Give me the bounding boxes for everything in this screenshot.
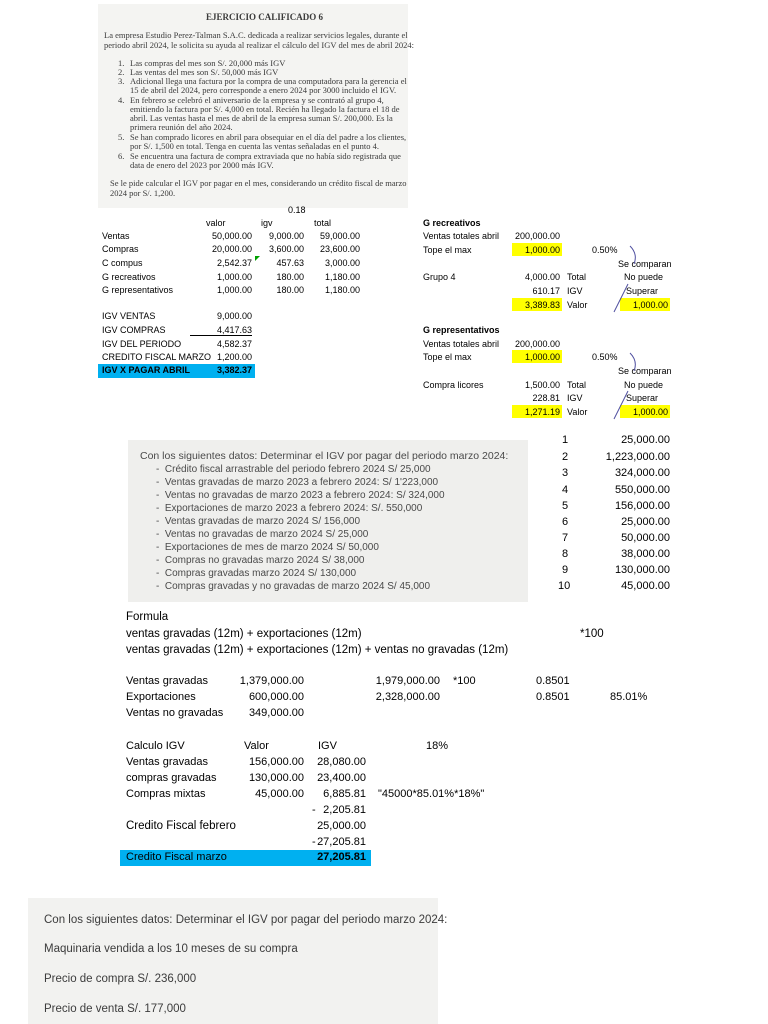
recreativos-igv-word: IGV — [567, 286, 583, 296]
row-label: Compras — [102, 244, 139, 254]
exercise-item-number: 4. — [118, 95, 125, 105]
representativos-compra-igv: 228.81 — [532, 393, 560, 403]
marzo-data-item-text: Compras gravadas y no gravadas de marzo 2024 S/ 45,000 — [164, 581, 431, 592]
row-igv: 180.00 — [276, 285, 304, 295]
recreativos-grupo-label: Grupo 4 — [423, 272, 456, 282]
representativos-max-value: 1,000.00 — [632, 407, 668, 417]
representativos-tope-label: Tope el max — [423, 352, 472, 362]
exercise-item: emitiendo la factura por S/. 4,000 en total. Recién ha llegado la factura el 18 de — [130, 104, 400, 114]
igv-calc-row-igv: 28,080.00 — [317, 756, 366, 768]
exercise-item: por S/. 1,500 en total. Tenga en cuenta las ventas señaladas en el punto 4. — [130, 141, 379, 151]
exercise-item-number: 6. — [118, 151, 125, 161]
recreativos-tope-label: Tope el max — [423, 245, 472, 255]
col-header-valor: valor — [206, 218, 226, 228]
row-valor: 1,000.00 — [216, 272, 252, 282]
marzo-data-item-text: Exportaciones de marzo 2023 a febrero 2024: S/. 550,000 — [164, 503, 423, 514]
numbered-value: 25,000.00 — [621, 516, 670, 528]
igv-calc-col-igv: IGV — [318, 740, 337, 752]
row-label: Ventas — [102, 231, 130, 241]
exercise-item: Se han comprado licores en abril para obsequiar en el día del padre a los clientes, — [130, 132, 407, 142]
representativos-compra-label: Compra licores — [423, 380, 484, 390]
prorrata-label: Ventas gravadas — [126, 675, 208, 687]
prorrata-numerator: 1,979,000.00 — [375, 675, 440, 687]
exercise-item: Las compras del mes son S/. 20,000 más IGV — [130, 58, 286, 68]
exercise-item: En febrero se celebró el aniversario de la empresa y se contrató al grupo 4, — [130, 95, 384, 105]
maquinaria-line: Precio de venta S/. 177,000 — [44, 1003, 186, 1015]
igv-por-pagar-label: IGV X PAGAR ABRIL — [102, 365, 191, 375]
igv-calc-minus-sign: - — [312, 804, 316, 816]
igv-calc-row-label: Ventas gravadas — [126, 756, 208, 768]
row-label: C compus — [102, 258, 143, 268]
representativos-title: G representativos — [423, 325, 500, 335]
row-total: 1,180.00 — [324, 285, 360, 295]
igv-rate: 0.18 — [288, 205, 306, 215]
recreativos-strike-line — [612, 244, 642, 314]
prorrata-denominator: 2,328,000.00 — [375, 691, 440, 703]
recreativos-pct: 0.50% — [592, 245, 618, 255]
row-total: 1,180.00 — [324, 272, 360, 282]
igv-calc-row-label: compras gravadas — [126, 772, 217, 784]
prorrata-value: 349,000.00 — [248, 707, 304, 719]
row-igv: 9,000.00 — [268, 231, 304, 241]
igv-calc-rate: 18% — [426, 740, 449, 752]
representativos-se-comparan: Se comparan — [618, 366, 672, 376]
igv-calc-row-valor: 156,000.00 — [248, 756, 304, 768]
igv-calc-label: Calculo IGV — [126, 740, 185, 752]
marzo-data-item-text: Crédito fiscal arrastrable del periodo febrero 2024 S/ 25,000 — [164, 464, 431, 475]
prorrata-value: 600,000.00 — [248, 691, 304, 703]
credito-negative-value: 27,205.81 — [317, 836, 366, 848]
row-label: G representativos — [102, 285, 174, 295]
recreativos-ventas-value: 200,000.00 — [514, 231, 560, 241]
marzo-data-item: - Ventas no gravadas de marzo 2024 S/ 25,000 — [156, 529, 369, 540]
exercise-item-number: 3. — [118, 76, 125, 86]
summary-label: CREDITO FISCAL MARZO — [102, 352, 212, 362]
representativos-compra-total: 1,500.00 — [524, 380, 560, 390]
recreativos-title: G recreativos — [423, 218, 481, 228]
exercise-item: 15 de abril del 2024, pero corresponde a enero 2024 por 3000 incluido el IGV. — [130, 85, 397, 95]
numbered-value: 130,000.00 — [614, 564, 670, 576]
marzo-data-item: - Crédito fiscal arrastrable del periodo febrero 2024 S/ 25,000 — [156, 464, 431, 475]
row-total: 23,600.00 — [319, 244, 360, 254]
igv-calc-minus-sign: - — [312, 836, 316, 848]
row-valor: 20,000.00 — [211, 244, 252, 254]
col-header-igv: igv — [261, 218, 273, 228]
exercise-item-number: 5. — [118, 132, 125, 142]
formula-denominator: ventas gravadas (12m) + exportaciones (12m) + ventas no gravadas (12m) — [126, 644, 509, 656]
numbered-index: 7 — [562, 532, 569, 544]
exercise-title: EJERCICIO CALIFICADO 6 — [206, 12, 324, 22]
exercise-item: abril. Las ventas hasta el mes de abril de la empresa suman S/. 200,000. Es la — [130, 113, 393, 123]
numbered-index: 6 — [562, 516, 569, 528]
marzo-data-item: - Compras no gravadas marzo 2024 S/ 38,000 — [156, 555, 365, 566]
marzo-data-item: - Exportaciones de mes de marzo 2024 S/ 50,000 — [156, 542, 379, 553]
exercise-intro-line-1: La empresa Estudio Perez-Talman S.A.C. dedicada a realizar servicios legales, durante el — [104, 30, 408, 40]
recreativos-se-comparan: Se comparan — [618, 259, 672, 269]
numbered-index: 1 — [562, 434, 569, 446]
marzo-data-item-text: Ventas no gravadas de marzo 2024 S/ 25,000 — [164, 529, 369, 540]
row-total: 59,000.00 — [319, 231, 360, 241]
credito-febrero-label: Credito Fiscal febrero — [126, 820, 236, 832]
numbered-value: 1,223,000.00 — [605, 451, 670, 463]
representativos-no-puede: No puede — [624, 380, 664, 390]
igv-por-pagar-value: 3,382.37 — [216, 365, 252, 375]
igv-calc-subtotal: 2,205.81 — [323, 804, 366, 816]
formula-numerator: ventas gravadas (12m) + exportaciones (12m) — [126, 628, 362, 640]
numbered-value: 45,000.00 — [621, 580, 670, 592]
recreativos-superar: Superar — [626, 286, 659, 296]
recreativos-valor-word: Valor — [567, 300, 588, 310]
formula-label: Formula — [126, 611, 169, 623]
marzo-data-item: - Ventas gravadas de marzo 2024 S/ 156,000 — [156, 516, 361, 527]
exercise-item: primera reunión del año 2024. — [130, 122, 233, 132]
representativos-ventas-value: 200,000.00 — [514, 339, 560, 349]
recreativos-tope-value: 1,000.00 — [524, 245, 560, 255]
credito-marzo-label: Credito Fiscal marzo — [126, 851, 227, 863]
prorrata-ratio: 0.8501 — [536, 675, 570, 687]
summary-value: 1,200.00 — [216, 352, 252, 362]
numbered-index: 4 — [562, 484, 569, 496]
marzo-data-item-text: Ventas no gravadas de marzo 2023 a febrero 2024: S/ 324,000 — [164, 490, 445, 501]
summary-value: 4,582.37 — [216, 339, 252, 349]
row-valor: 2,542.37 — [216, 258, 252, 268]
prorrata-ratio: 0.8501 — [536, 691, 570, 703]
prorrata-percent: 85.01% — [610, 691, 648, 703]
numbered-value: 25,000.00 — [621, 434, 670, 446]
exercise-footer-line-2: 2024 por S/. 1,200. — [110, 188, 176, 198]
col-header-total: total — [314, 218, 332, 228]
recreativos-ventas-label: Ventas totales abril — [423, 231, 500, 241]
representativos-igv-word: IGV — [567, 393, 583, 403]
credito-febrero-value: 25,000.00 — [317, 820, 366, 832]
summary-label: IGV DEL PERIODO — [102, 339, 182, 349]
summary-value: 4,417.63 — [190, 325, 252, 336]
numbered-value: 550,000.00 — [614, 484, 670, 496]
representativos-pct: 0.50% — [592, 352, 618, 362]
prorrata-label: Exportaciones — [126, 691, 196, 703]
numbered-index: 5 — [562, 500, 569, 512]
exercise-footer-line-1: Se le pide calcular el IGV por pagar en el mes, considerando un crédito fiscal de marzo — [110, 178, 407, 188]
marzo-data-item: - Exportaciones de marzo 2023 a febrero 2024: S/. 550,000 — [156, 503, 423, 514]
igv-calc-row-valor: 130,000.00 — [248, 772, 304, 784]
marzo-data-heading: Con los siguientes datos: Determinar el IGV por pagar del periodo marzo 2024: — [140, 450, 509, 462]
maquinaria-line: Precio de compra S/. 236,000 — [44, 973, 197, 985]
numbered-value: 38,000.00 — [621, 548, 670, 560]
numbered-index: 3 — [562, 467, 569, 479]
credito-marzo-value: 27,205.81 — [317, 851, 366, 863]
prorrata-label: Ventas no gravadas — [126, 707, 224, 719]
numbered-value: 156,000.00 — [614, 500, 670, 512]
recreativos-total-word: Total — [567, 272, 587, 282]
numbered-index: 9 — [562, 564, 569, 576]
representativos-ventas-label: Ventas totales abril — [423, 339, 500, 349]
marzo-data-item-text: Compras no gravadas marzo 2024 S/ 38,000 — [164, 555, 365, 566]
marzo-data-item: - Compras gravadas marzo 2024 S/ 130,000 — [156, 568, 357, 579]
igv-calc-note: "45000*85.01%*18%" — [378, 788, 485, 800]
exercise-item: Se encuentra una factura de compra extraviada que no había sido registrada que — [130, 151, 401, 161]
prorrata-value: 1,379,000.00 — [239, 675, 304, 687]
representativos-superar: Superar — [626, 393, 659, 403]
summary-label: IGV VENTAS — [102, 311, 156, 321]
igv-calc-row-igv: 23,400.00 — [317, 772, 366, 784]
marzo-data-item-text: Compras gravadas marzo 2024 S/ 130,000 — [164, 568, 357, 579]
row-valor: 50,000.00 — [211, 231, 252, 241]
exercise-item-number: 2. — [118, 67, 125, 77]
maquinaria-line: Maquinaria vendida a los 10 meses de su compra — [44, 943, 298, 955]
marzo-data-item-text: Exportaciones de mes de marzo 2024 S/ 50,000 — [164, 542, 379, 553]
numbered-index: 2 — [562, 451, 569, 463]
representativos-total-word: Total — [567, 380, 587, 390]
marzo-data-item-text: Ventas gravadas de marzo 2023 a febrero 2024: S/ 1'223,000 — [164, 477, 439, 488]
numbered-value: 50,000.00 — [621, 532, 670, 544]
row-igv: 180.00 — [276, 272, 304, 282]
formula-times-100: *100 — [580, 628, 604, 640]
marzo-data-item-text: Ventas gravadas de marzo 2024 S/ 156,000 — [164, 516, 361, 527]
recreativos-grupo-igv: 610.17 — [532, 286, 560, 296]
marzo-data-item: - Compras gravadas y no gravadas de marzo 2024 S/ 45,000 — [156, 581, 431, 592]
marzo-data-item: - Ventas gravadas de marzo 2023 a febrero 2024: S/ 1'223,000 — [156, 477, 439, 488]
numbered-index: 8 — [562, 548, 569, 560]
recreativos-grupo-total: 4,000.00 — [524, 272, 560, 282]
exercise-intro-line-2: periodo abril 2024, le solicita su ayuda al realizar el cálculo del IGV del mes de abril 2024: — [104, 40, 414, 50]
representativos-strike-line — [612, 351, 642, 421]
igv-calc-col-valor: Valor — [244, 740, 269, 752]
row-valor: 1,000.00 — [216, 285, 252, 295]
maquinaria-heading: Con los siguientes datos: Determinar el IGV por pagar del periodo marzo 2024: — [44, 914, 448, 926]
marzo-data-item: - Ventas no gravadas de marzo 2023 a febrero 2024: S/ 324,000 — [156, 490, 445, 501]
row-igv: 457.63 — [276, 258, 304, 268]
igv-calc-row-label: Compras mixtas — [126, 788, 206, 800]
exercise-item: data de enero del 2023 por 2000 más IGV. — [130, 160, 274, 170]
row-total: 3,000.00 — [324, 258, 360, 268]
exercise-item: Las ventas del mes son S/. 50,000 más IGV — [130, 67, 279, 77]
exercise-item: Adicional llega una factura por la compra de una computadora para la gerencia el — [130, 76, 407, 86]
recreativos-grupo-valor: 3,389.83 — [524, 300, 560, 310]
row-igv: 3,600.00 — [268, 244, 304, 254]
prorrata-times-100: *100 — [453, 675, 476, 687]
numbered-value: 324,000.00 — [614, 467, 670, 479]
representativos-valor-word: Valor — [567, 407, 588, 417]
recreativos-max-value: 1,000.00 — [632, 300, 668, 310]
summary-label: IGV COMPRAS — [102, 325, 166, 335]
igv-calc-row-igv: 6,885.81 — [323, 788, 366, 800]
row-label: G recreativos — [102, 272, 156, 282]
recreativos-no-puede: No puede — [624, 272, 664, 282]
representativos-tope-value: 1,000.00 — [524, 352, 560, 362]
summary-value: 9,000.00 — [216, 311, 252, 321]
exercise-item-number: 1. — [118, 58, 125, 68]
representativos-compra-valor: 1,271.19 — [524, 407, 560, 417]
igv-calc-row-valor: 45,000.00 — [255, 788, 304, 800]
numbered-index: 10 — [558, 580, 571, 592]
